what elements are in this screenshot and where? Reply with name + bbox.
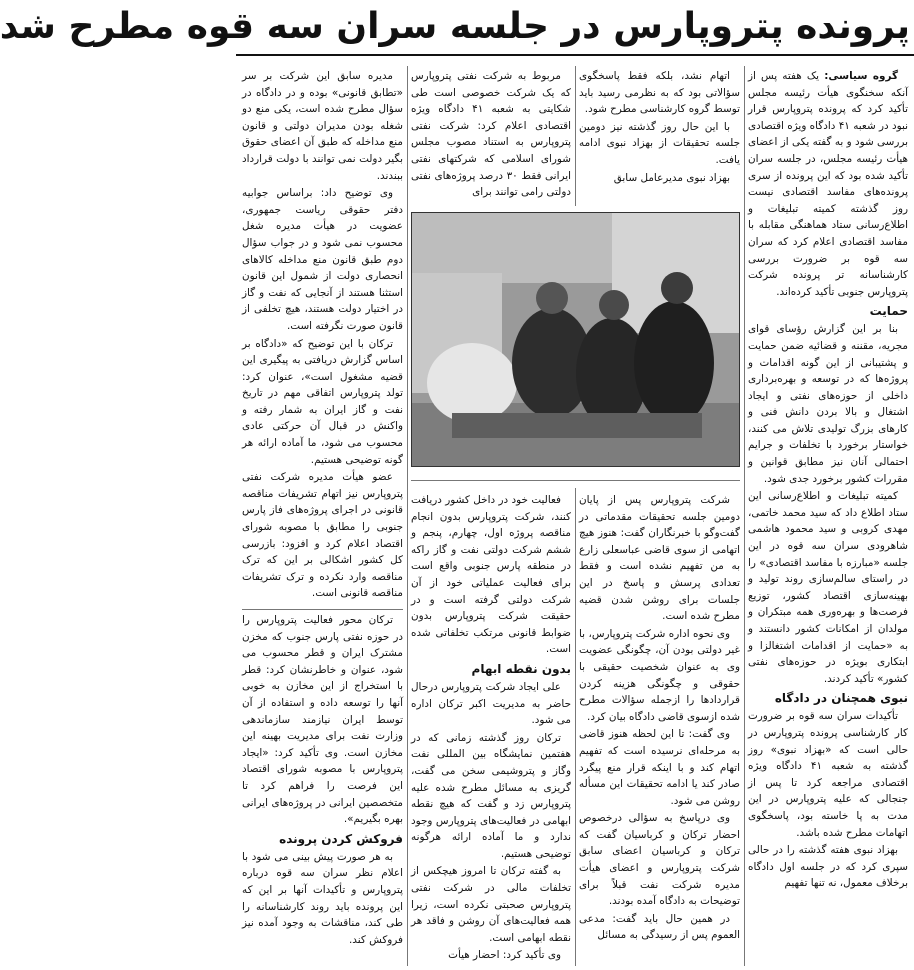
paragraph: وی نحوه اداره شرکت پتروپارس، با غیر دولتی بودن آن، چگونگی عضویت وی به عنوان شخصیت حقیقی با حقوقی و چگونگی هزینه کردن قراردادها را ازجمله سؤالات مطرح شده ازسوی قاضی دادگاه بیان کرد. xyxy=(579,627,740,723)
subhead-no-ambiguity: بدون نقطه ابهام xyxy=(471,661,571,676)
paragraph: فعالیت خود در داخل کشور دریافت کنند، شرکت پتروپارس بدون انجام مناقصه پروژه اول، چهارم، پنجم و ششم شرکت دولتی نفت و گاز راکه در منطقه پارس جنوبی واقع است برای فعالیت عملیاتی خود از آن شرکت دولتی گرفته است و در حقیقت شرکت پتروپارس بدون ضوابط قانونی مرتکب تخلفاتی شده است. xyxy=(411,494,571,656)
column-4-bottom xyxy=(242,612,403,966)
paragraph: اتهام نشد، بلکه فقط پاسخگوی سؤالاتی بود که به نظرمی رسید باید توسط گروه کارشناسی مطرح شود. xyxy=(579,70,740,116)
paragraph-support: بنا بر این گزارش رؤسای قوای مجریه، مقننه و قضائیه ضمن حمایت و پشتیبانی از این گونه اقدامات و پروژه‌ها که در توسعه و بهره‌برداری داخلی از حوزه‌های نفتی و ایجاد اشتغال و بالا بردن دانش فنی و کارهای بزرگ تولیدی تلاش می کنند، خواستار برخورد با تخلفات و جرایم احتمالی آنان نیز مطابق قوانین و مقررات کشور برخورد جدی شود. xyxy=(748,323,908,485)
paragraph: به گفته ترکان تا امروز هیچکس از تخلفات مالی در شرکت نفتی پتروپارس صحبتی نکرده است، زیرا همه فعالیت‌های آن روشن و فاقد هر نقطه ابهامی است. xyxy=(411,865,571,944)
paragraph: به هر صورت پیش بینی می شود با اعلام نظر سران سه قوه درباره پتروپارس و تأکیدات آنها بر این که این پرونده باید روند کارشناسانه را طی کند، مناقشات به وجود آمده نیز فروکش کند. xyxy=(242,850,403,946)
paragraph: ترکان روز گذشته زمانی که در هفتمین نمایشگاه بین المللی نفت وگاز و پتروشیمی سخن می گفت، گریزی به مسائل مطرح شده علیه پتروپارس زد و گفت که هیچ نقطه ابهامی در فعالیت‌های پتروپارس وجود ندارد و ما آماده ارائه هرگونه توضیحی هستیم. xyxy=(411,731,571,860)
column-1 xyxy=(748,68,908,966)
paragraph-court: تأکیدات سران سه قوه بر ضرورت کار کارشناسی پرونده پتروپارس در حالی است که «بهزاد نبوی» روز گذشته به شعبه ۴۱ دادگاه ویژه اقتصادی مراجعه کرد تا پس از جنجالی که علیه پتروپارس در این مدت به پا خاسته بود، پاسخگوی اتهامات مطرح شده باشد. xyxy=(748,710,908,839)
paragraph: وی درپاسخ به سؤالی درخصوص احضار ترکان و کرباسیان گفت که ترکان و کرباسیان اعضای سابق شرکت پتروپارس و اعضای هیأت مدیره شرکت نفت قبلاً برای توضیحات به دادگاه آمده بودند. xyxy=(579,812,740,908)
paragraph-session: بهزاد نبوی هفته گذشته را در حالی سپری کرد که در جلسه اول دادگاه برخلاف معمول، نه تنها تفهیم xyxy=(748,844,908,890)
column-rule xyxy=(407,66,408,966)
paragraph: وی تأکید کرد: احضار هیأت xyxy=(448,949,561,962)
column-rule xyxy=(575,66,576,206)
subhead-support: حمایت xyxy=(869,304,908,319)
headline: پرونده پتروپارس در جلسه سران سه قوه مطرح شد xyxy=(0,6,910,47)
photo-divider xyxy=(411,480,740,481)
column-3-bottom xyxy=(411,492,571,966)
paragraph-committee: کمیته تبلیغات و اطلاع‌رسانی این ستاد اطلاع داد که سید محمد خاتمی، مهدی کروبی و سید محمود هاشمی شاهرودی سران سه قوه در این جلسه «مبارزه با مفاسد اقتصادی» را در راستای سالم‌سازی روند تولید و بهینه‌سازی اقتصاد کشور، توزیع فرصت‌ها و بهره‌وری همه مبتکران و مولدان از امکانات کشور دانستند و به «حمایت از اقدامات اشتغالزا و ابتکاری بویژه در حوزه‌های نفتی کشور» تأکید کردند. xyxy=(748,490,908,685)
column-4-divider xyxy=(242,609,403,610)
subhead-closing: فروکش کردن پرونده xyxy=(279,831,403,846)
paragraph: علی ایجاد شرکت پتروپارس درحال حاضر به مدیریت اکبر ترکان اداره می شود. xyxy=(411,680,571,727)
headline-rule xyxy=(236,54,914,56)
column-4-top xyxy=(242,68,403,608)
column-2-bottom xyxy=(579,492,740,966)
paragraph: ترکان محور فعالیت پتروپارس را در حوزه نفتی پارس جنوب که مخزن مشترک ایران و قطر محسوب می شود، عنوان و خاطرنشان کرد: قطر با استخراج از این مخازن به خوبی آنها را توسعه داده و استفاده از آن توسط ایران نیازمند سازماندهی وزارت نفت برای مدیریت بهینه این مخازن است. وی تأکید کرد: «ایجاد پتروپارس با مصوبه شورای اقتصاد این فرصت را فراهم کرد تا متخصصین ایرانی در پروژه‌های ایرانی بهره بگیریم». xyxy=(242,614,403,826)
paragraph: شرکت پتروپارس پس از پایان دومین جلسه تحقیقات مقدماتی در گفت‌وگو با خبرنگاران گفت: هنوز هیچ اتهامی از سوی قاضی عباسعلی زارع به من تفهیم نشده است و فقط تعدادی پرسش و پاسخ در این جلسات برای روشن شدن قضیه مطرح شده است. xyxy=(579,494,740,623)
meeting-photo xyxy=(411,212,740,467)
paragraph: مربوط به شرکت نفتی پتروپارس که یک شرکت خصوصی است طی شکایتی به شعبه ۴۱ دادگاه ویژه اقتصادی اعلام کرد: شرکت نفتی پتروپارس به استناد مصوب مجلس شورای اسلامی که شرکتهای نفتی ایرانی فقط ۳۰ درصد پروژه‌های نفتی دولتی رامی توانند برای xyxy=(411,70,571,199)
paragraph: با این حال روز گذشته نیز دومین جلسه تحقیقات از بهزاد نبوی ادامه یافت. xyxy=(579,120,740,166)
paragraph: عضو هیأت مدیره شرکت نفتی پتروپارس نیز اتهام تشریفات مناقصه قانونی در اجرای پروژه‌های فاز پارس جنوبی را مطابق با مصوبه شورای اقتصاد اعلام کرد و افزود: بازرسی کل کشور اشکالی بر این که ترک مناقصه وارد نکرده و ترک تشریفات مناقصه قانونی است. xyxy=(242,471,403,600)
photo-illustration xyxy=(412,213,739,466)
paragraph: ترکان با این توضیح که «دادگاه بر اساس گزارش دریافتی به پیگیری این قضیه مشغول است»، عنوان کرد: تولد پتروپارس اتفاقی مهم در تاریخ نفت و گاز ایران به شمار رفته و واکنش در قبال آن حرکتی عادی محسوب می شود، ما آماده ارائه هر گونه توضیحی هستیم. xyxy=(242,337,403,466)
column-3-top xyxy=(411,68,571,204)
intro-lead: گروه سیاسی: xyxy=(824,70,898,82)
paragraph: در همین حال باید گفت: مدعی العموم پس از رسیدگی به مسائل xyxy=(579,912,740,942)
subhead-court: نبوی همچنان در دادگاه xyxy=(774,691,908,706)
paragraph: مدیره سابق این شرکت بر سر «تطابق قانونی» بوده و در دادگاه در سؤال مطرح شده است، یکی منع دو شغله بودن مدیران دولتی و قانون منع مداخله که طبق آن اعضای حقوق بگیر دولت نمی توانند با دولت قرارداد ببندند. xyxy=(242,70,403,182)
intro-paragraph xyxy=(748,68,908,300)
intro-text: یک هفته پس از آنکه سخنگوی هیأت رئیسه مجلس تأکید کرد که پرونده پتروپارس قرار نبود در شعبه ۴۱ دادگاه ویژه اقتصادی بررسی شود و به گفته یکی از اعضای هیأت رئیسه مجلس، در جلسه سران تأکید شده بود که این پرونده از سری پرونده‌های مفاسد اقتصادی نیست روز گذشته کمیته تبلیغات و اطلاع‌رسانی ستاد هماهنگی مقابله با مفاسد اقتصادی اعلام کرد که سران سه قوه بر ضرورت بررسی کارشناسانه تر پرونده شرکت پتروپارس جنوبی تأکید کرده‌اند. xyxy=(748,70,908,298)
paragraph: بهزاد نبوی مدیرعامل سابق xyxy=(613,171,730,184)
paragraph: وی گفت: تا این لحظه هنوز قاضی به مرحله‌ای نرسیده است که تفهیم اتهام کند و با اینکه قرار منع پیگرد صادر کند یا ادامه تحقیقات این مسأله روشن می شود. xyxy=(579,728,740,807)
column-2-top xyxy=(579,68,740,204)
paragraph: وی توضیح داد: براساس جوابیه دفتر حقوقی ریاست جمهوری، عضویت در هیأت مدیره شغل محسوب نمی شود و در جواب سؤال دوم طبق قانون منع مداخله کالاهای انحصاری دولت از شمول این قانون استثنا هستند از آنجایی که نفت و گاز در اختیار دولت هستند، هیچ تخلفی از قانون صورت نگرفته است. xyxy=(242,187,403,332)
column-rule xyxy=(575,488,576,966)
column-rule xyxy=(744,66,745,966)
